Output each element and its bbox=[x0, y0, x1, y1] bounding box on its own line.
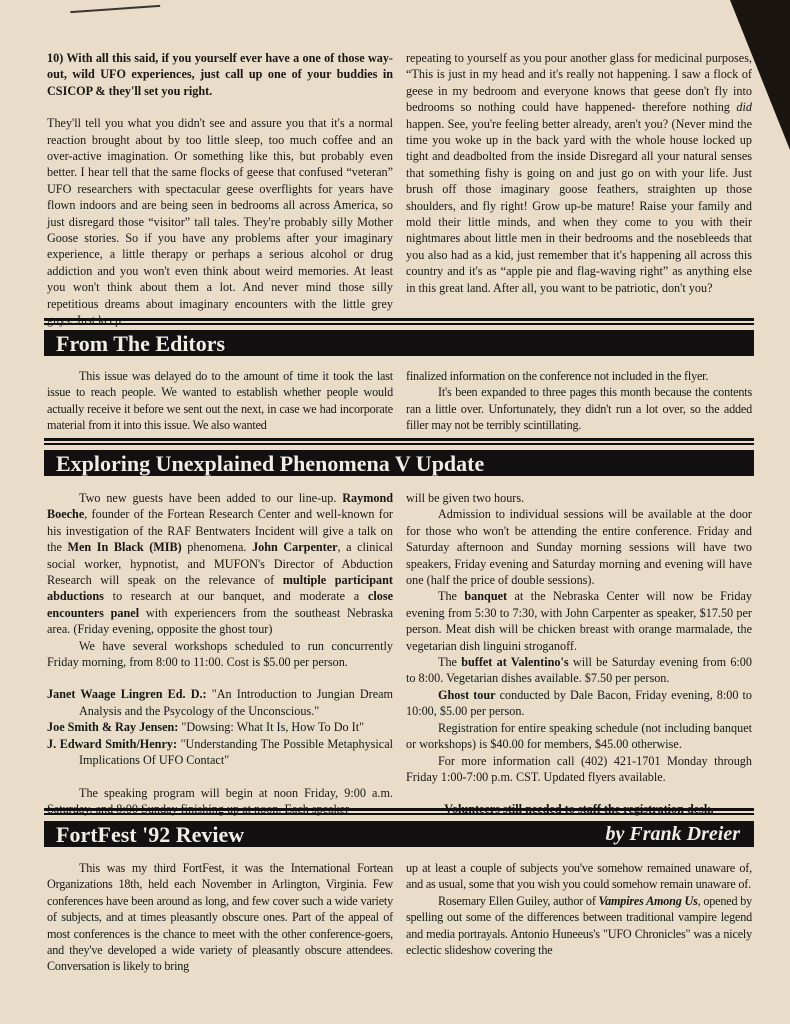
text-run: Two new guests have been added to our line-up. bbox=[79, 491, 343, 505]
exploring-paragraph bbox=[47, 490, 393, 638]
exploring-paragraph: Admission to individual sessions will be available at the door for those who won't be attending the entire conference. Friday and Saturday afternoon and Sunday morning sessions will have two speakers, Friday evening and Saturday morning and evening will have one (half the price of double sessions). bbox=[406, 507, 752, 588]
point-10: 10) With all this said, if you yourself ever have a one of those way-out, wild UFO experiences, just call up one of your buddies in CSICOP & they'll set you right. bbox=[47, 51, 393, 98]
section-divider bbox=[44, 318, 754, 328]
workshop-item bbox=[47, 686, 393, 719]
section-divider bbox=[44, 808, 754, 818]
text-run: will be Saturday evening from 6:00 to 8:00. Vegetarian dishes available. $7.50 per person. bbox=[406, 655, 752, 686]
text-run: conducted by Dale Bacon, Friday evening, 8:00 to 10:00, $5.00 per person. bbox=[406, 687, 752, 719]
article-left-column bbox=[47, 50, 393, 329]
text-run: , founder of the Fortean Research Center and well-known for his investigation of the RAF Bentwaters Incident will give a talk on the bbox=[47, 507, 393, 555]
exploring-right-column bbox=[406, 490, 752, 818]
fortfest-right-column bbox=[406, 860, 752, 958]
talk-topic: multiple participant abductions bbox=[47, 573, 393, 604]
editors-left-column bbox=[47, 368, 393, 434]
byline: by Frank Dreier bbox=[605, 823, 740, 845]
workshop-title: "Dowsing: What It Is, How To Do It" bbox=[178, 720, 365, 735]
fortfest-paragraph: This was my third FortFest, it was the International Fortean Organizations 18th, held each November in Arlington, Virginia. Few conferences have been around as long, and few cover such a wide variety of subjects, and at times pleasantly obscure ones. Part of the appeal of most conferences is the chance to meet with the other conference-goers, and they've developed a wide variety of pleasantly obscure attendees. Conversation is likely to bring bbox=[47, 861, 393, 974]
talk-topic: close encounters panel bbox=[47, 589, 393, 620]
handwritten-mark bbox=[70, 0, 160, 13]
editors-paragraph: finalized information on the conference not included in the flyer. bbox=[406, 369, 709, 383]
text-run: The bbox=[438, 655, 462, 670]
exploring-paragraph bbox=[406, 654, 752, 687]
workshop-presenter: Janet Waage Lingren Ed. D.: bbox=[47, 687, 207, 702]
section-divider bbox=[44, 438, 754, 448]
section-title: FortFest '92 Review bbox=[56, 822, 245, 847]
text-run: , a clinical social worker, hypnotist, and MUFON's Director of Abduction Research will speak on the relevance of bbox=[47, 540, 393, 588]
workshop-title: "Understanding The Possible Metaphysical Implications Of UFO Contact" bbox=[79, 736, 393, 768]
article-paragraph: They'll tell you what you didn't see and assure you that it's a normal reaction brought about by too little sleep, too much coffee and an over-active imagination. Or something like this, but probably even better. I hear tell that the same flocks of geese that confused “veteran” UFO researchers with spectacular geese overflights for years have flown indoors and are being seen in bedrooms all across America, so just disregard those “visitor” tall tales. They're probably silly Mother Goose stories. So if you have any problems after your imaginary experience, a little therapy or perhaps a serious alcohol or drug addiction and you won't even think about weird memories. At least you won't think about them a lot. And never mind those silly repetitious dreams about imaginary encounters with the little grey bbox=[47, 116, 393, 311]
fortfest-left-column bbox=[47, 860, 393, 975]
text-run: Rosemary Ellen Guiley, author of bbox=[438, 893, 599, 908]
text-run: at the Nebraska Center will now be Friday evening from 5:30 to 7:30, with John Carpenter as speaker, $17.50 per person. Meat dish will be chicken breast with orange marmalade, the vegetarian dish linguini stroganoff. bbox=[406, 589, 752, 653]
editors-paragraph: This issue was delayed do to the amount of time it took the last issue to reach people. We wanted to establish whether people would actually receive it before we sent out the next, in case we had incorporate material from it into this issue. We also wanted bbox=[47, 369, 393, 433]
exploring-paragraph: The speaking program will begin at noon Friday, 9:00 a.m. bbox=[79, 785, 393, 800]
text-run: , opened by spelling out some of the differences between traditional vampire legend and media portrayals. Antonio Huneeus's "UFO Chronicles" was a nicely eclectic slideshow covering the bbox=[406, 893, 752, 958]
exploring-paragraph: Registration for entire speaking schedule (not including banquet or workshops) is $40.00 for members, $45.00 otherwise. bbox=[406, 720, 752, 752]
text-run: happen. See, you're feeling better already, aren't you? (Never mind the time you woke up in the back yard with the whole house locked up tight and deadbolted from the inside Disregard all your natural senses that something fishy is going on and just go on with your life. Just brush off those imaginary goose feathers, straighten up those shoulders, and fly right! Grow up-be mature! Raise your family and mold their little minds, and when they come to you with their nightmares about little men in their bedrooms and the nosebleeds that you also had as a kid, just remember that it's happening all across this country and it's as “apple pie and flag-waving right” as anything else in this great land. After all, you want to be patriotic, don't you? bbox=[406, 116, 752, 295]
article-right-column bbox=[406, 50, 752, 296]
workshop-presenter: J. Edward Smith/Henry: bbox=[47, 736, 178, 751]
section-title: Exploring Unexplained Phenomena V Update bbox=[56, 451, 485, 476]
emphasis: did bbox=[736, 100, 752, 115]
exploring-paragraph: will be given two hours. bbox=[406, 491, 525, 505]
section-header-fortfest bbox=[44, 821, 754, 847]
fortfest-paragraph: up at least a couple of subjects you've somehow remained unaware of, and as usual, some that you wish you could somehow remain unaware of. bbox=[406, 861, 752, 892]
editors-paragraph: It's been expanded to three pages this month because the contents ran a little over. Unfortunately, they didn't run a lot over, so the added filler may not be terribly scintillating. bbox=[406, 385, 752, 433]
editors-right-column bbox=[406, 368, 752, 434]
text-run: The bbox=[438, 589, 465, 604]
fortfest-paragraph bbox=[406, 893, 752, 959]
exploring-paragraph: We have several workshops scheduled to run concurrently Friday morning, from 8:00 to 11:00. Cost is $5.00 per person. bbox=[47, 638, 393, 670]
talk-topic: Men In Black (MIB) bbox=[67, 540, 182, 555]
text-run: to research at our banquet, and moderate a bbox=[103, 589, 368, 604]
text-run: repeating to yourself as you pour another glass for medicinal purposes, “This is just in my head and it's really not happening. I saw a flock of geese in my bedroom and everyone knows that geese don't fly into bedrooms so nothing could have happened- therefore nothing bbox=[406, 51, 752, 115]
workshop-title: "An Introduction to Jungian Dream Analysis and the Psycology of the Unconscious." bbox=[79, 687, 394, 718]
exploring-paragraph bbox=[406, 687, 752, 720]
exploring-paragraph bbox=[406, 588, 752, 654]
workshop-presenter: Joe Smith & Ray Jensen: bbox=[47, 720, 179, 735]
exploring-paragraph: For more information call (402) 421-1701 Monday through Friday 1:00-7:00 p.m. CST. Updated flyers available. bbox=[406, 753, 752, 784]
speaker-name: John Carpenter bbox=[252, 540, 338, 555]
event-name: Ghost tour bbox=[438, 687, 496, 702]
workshop-item bbox=[47, 719, 393, 735]
section-header-exploring bbox=[44, 450, 754, 476]
workshop-item bbox=[47, 736, 393, 769]
article-paragraph bbox=[406, 50, 752, 296]
speaker-name: Raymond Boeche bbox=[47, 491, 393, 522]
text-run: with experiencers from the southeast Nebraska area. (Friday evening, opposite the ghost tour) bbox=[47, 605, 394, 637]
text-run: phenomena. bbox=[181, 540, 253, 555]
section-header-editors bbox=[44, 330, 754, 356]
event-name: banquet bbox=[464, 589, 508, 604]
book-title: Vampires Among Us bbox=[598, 893, 698, 908]
exploring-left-column bbox=[47, 490, 393, 817]
event-name: buffet at Valentino's bbox=[461, 655, 569, 670]
section-title: From The Editors bbox=[56, 331, 226, 356]
